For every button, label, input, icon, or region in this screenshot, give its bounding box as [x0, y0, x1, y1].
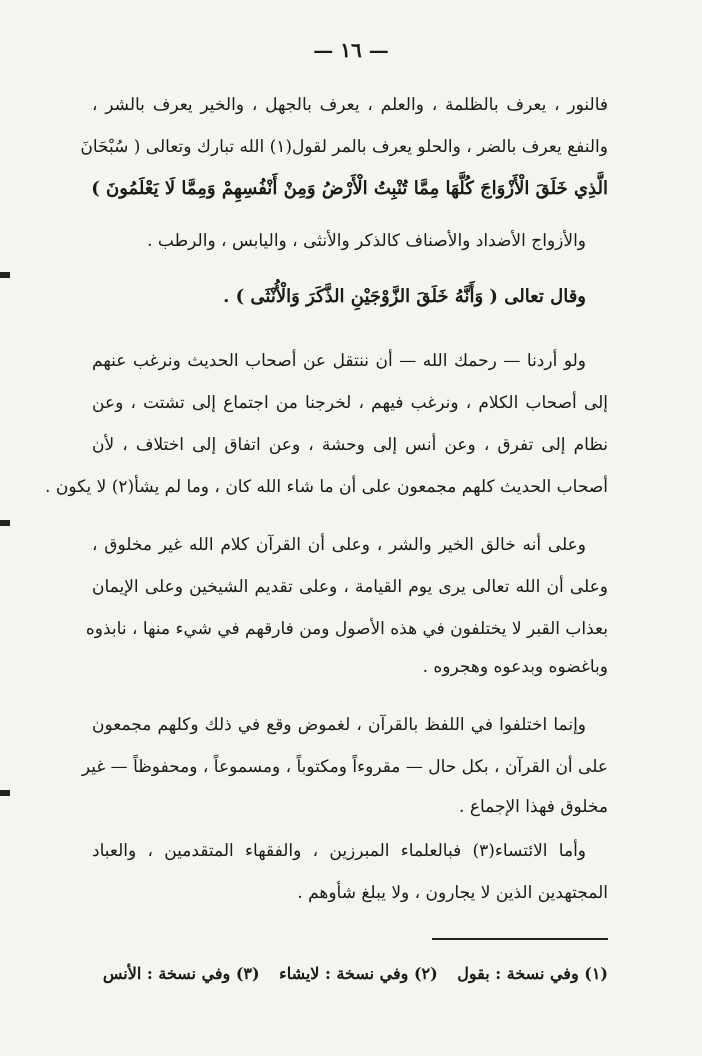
text-line: بعذاب القبر لا يختلفون في هذه الأصول ومن فارقهم في شيء منها ، نابذوه [85, 619, 608, 639]
text-line: فالنور ، يعرف بالظلمة ، والعلم ، يعرف بالجهل ، والخير يعرف بالشر ، [92, 95, 608, 115]
text-line: وعلى أن الله تعالى يرى يوم القيامة ، وعلى تقديم الشيخين وعلى الإيمان [92, 577, 608, 597]
margin-mark [0, 520, 10, 526]
text-line: المجتهدين الذين لا يجارون ، ولا يبلغ شأوهم . [297, 883, 608, 903]
text-line: أصحاب الحديث كلهم مجمعون على أن ما شاء الله كان ، وما لم يشأ(٢) لا يكون . [45, 477, 608, 497]
footnote-2: (٢) وفي نسخة : لايشاء [279, 964, 438, 983]
margin-mark [0, 272, 10, 278]
text-line: والأزواج الأضداد والأصناف كالذكر والأنثى ، واليابس ، والرطب . [147, 231, 586, 251]
text-line: وإنما اختلفوا في اللفظ بالقرآن ، لغموض وقع في ذلك وكلهم مجمعون [92, 715, 586, 735]
text-line: وباغضوه وبدعوه وهجروه . [422, 657, 608, 677]
quran-verse-line: الَّذِي خَلَقَ الْأَزْوَاجَ كُلَّهَا مِمَّا تُنْبِتُ الْأَرْضُ وَمِنْ أَنْفُسِهِمْ وَمِمَّا لَا يَعْلَمُونَ ) [91, 178, 608, 199]
footnote-1: (١) وفي نسخة : بقول [457, 964, 608, 983]
text-line: مخلوق فهذا الإجماع . [459, 797, 608, 817]
footnote-3: (٣) وفي نسخة : الأنس [102, 964, 260, 983]
footnotes [92, 964, 608, 983]
text-line: نظام إلى تفرق ، وعن أنس إلى وحشة ، وعن اتفاق إلى اختلاف ، لأن [92, 435, 608, 455]
page-number: — ١٦ — [313, 38, 389, 62]
text-line: على أن القرآن ، بكل حال — مقروءاً ومكتوباً ، ومسموعاً ، ومحفوظاً — غير [81, 757, 608, 777]
text-line: وأما الائتساء(٣) فبالعلماء المبرزين ، والفقهاء المتقدمين ، والعباد [92, 841, 587, 861]
text-line: والنفع يعرف بالضر ، والحلو يعرف بالمر لقول(١) الله تبارك وتعالى ( سُبْحَانَ [80, 137, 608, 157]
footnote-separator [432, 938, 608, 940]
text-line: إلى أصحاب الكلام ، ونرغب فيهم ، لخرجنا من اجتماع إلى تشتت ، وعن [92, 393, 608, 413]
text-line: ولو أردنا — رحمك الله — أن ننتقل عن أصحاب الحديث ونرغب عنهم [92, 351, 586, 371]
text-line: وعلى أنه خالق الخير والشر ، وعلى أن القرآن كلام الله غير مخلوق ، [92, 535, 586, 555]
quran-verse-line: وقال تعالى ( وَأَنَّهُ خَلَقَ الزَّوْجَيْنِ الذَّكَرَ وَالْأُنْثَى ) . [223, 286, 586, 307]
margin-mark [0, 790, 10, 796]
